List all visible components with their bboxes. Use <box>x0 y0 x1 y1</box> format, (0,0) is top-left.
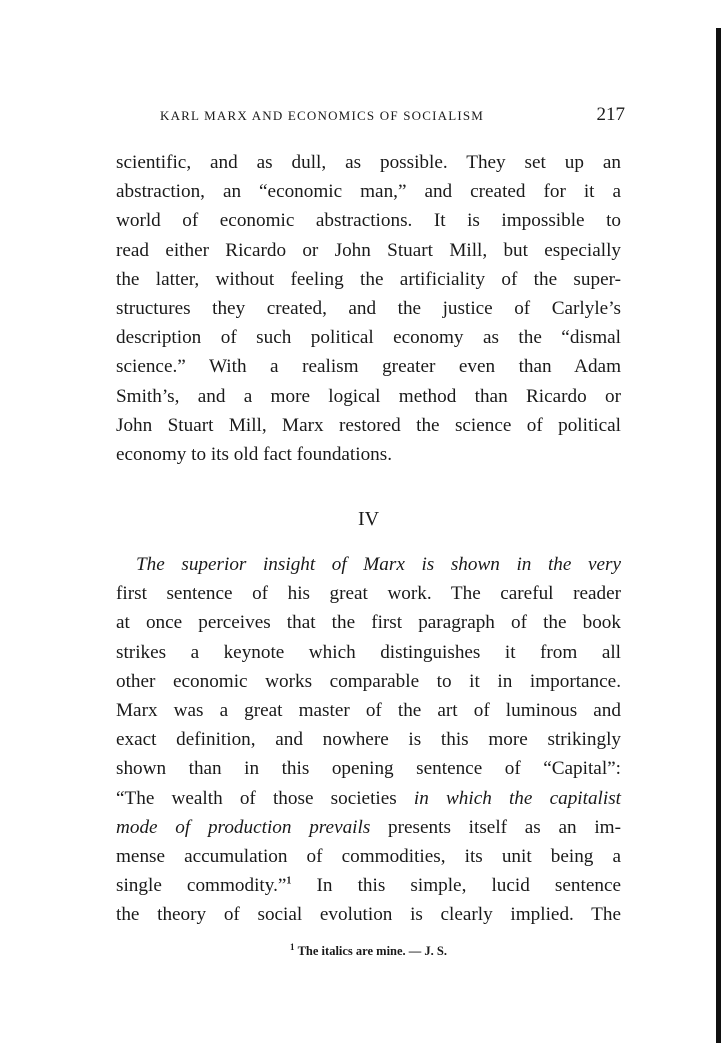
italic-span: in which the capitalist <box>413 787 622 809</box>
text-line: world of economic abstractions. It is impossible to <box>116 210 621 232</box>
text-line: mense accumulation of commodities, its unit being a <box>116 846 621 868</box>
italic-span: mode of production prevails <box>116 816 371 838</box>
text-line: science.” With a realism greater even than Adam <box>116 356 621 378</box>
text-span: single commodity.” <box>116 875 287 897</box>
running-title: KARL MARX AND ECONOMICS OF SOCIALISM <box>160 108 485 123</box>
text-span: presents itself as an im- <box>370 816 621 838</box>
footnote-reference: 1 <box>286 875 292 887</box>
text-span: In this simple, lucid sentence <box>291 875 621 897</box>
paragraph-2 <box>116 550 621 930</box>
text-line: read either Ricardo or John Stuart Mill, but especially <box>116 239 621 261</box>
text-line <box>116 784 621 813</box>
text-line: scientific, and as dull, as possible. They set up an <box>116 152 621 173</box>
text-line: first sentence of his great work. The careful reader <box>116 583 621 605</box>
text-line: economy to its old fact foundations. <box>116 444 393 466</box>
text-line: Smith’s, and a more logical method than Ricardo or <box>116 385 621 407</box>
text-line: the latter, without feeling the artificiality of the super- <box>116 268 621 290</box>
text-line <box>116 871 621 900</box>
text-line: John Stuart Mill, Marx restored the science of political <box>116 414 621 436</box>
running-head <box>160 104 625 126</box>
text-span: “The wealth of those societies <box>116 787 414 809</box>
footnote-text: The italics are mine. — J. S. <box>297 944 448 959</box>
text-line: other economic works comparable to it in importance. <box>116 670 621 692</box>
text-line: description of such political economy as the “dismal <box>116 327 621 349</box>
text-line: structures they created, and the justice of Carlyle’s <box>116 298 621 320</box>
text-line: the theory of social evolution is clearly implied. The <box>116 904 621 926</box>
section-heading: IV <box>357 508 380 530</box>
page-number: 217 <box>596 104 625 125</box>
text-line: at once perceives that the first paragraph of the book <box>116 612 621 634</box>
footnote <box>116 942 621 959</box>
text-line: The superior insight of Marx is shown in the very <box>136 554 621 575</box>
text-line <box>116 813 621 842</box>
footnote-number: 1 <box>289 942 295 952</box>
text-line: Marx was a great master of the art of luminous and <box>116 700 621 722</box>
text-line: abstraction, an “economic man,” and created for it a <box>116 181 621 203</box>
text-line: strikes a keynote which distinguishes it from all <box>116 641 621 663</box>
text-line: shown than in this opening sentence of “Capital”: <box>116 758 621 780</box>
paragraph-1 <box>116 148 621 469</box>
text-line: exact definition, and nowhere is this more strikingly <box>116 729 621 751</box>
page-edge-shadow <box>716 28 721 1043</box>
